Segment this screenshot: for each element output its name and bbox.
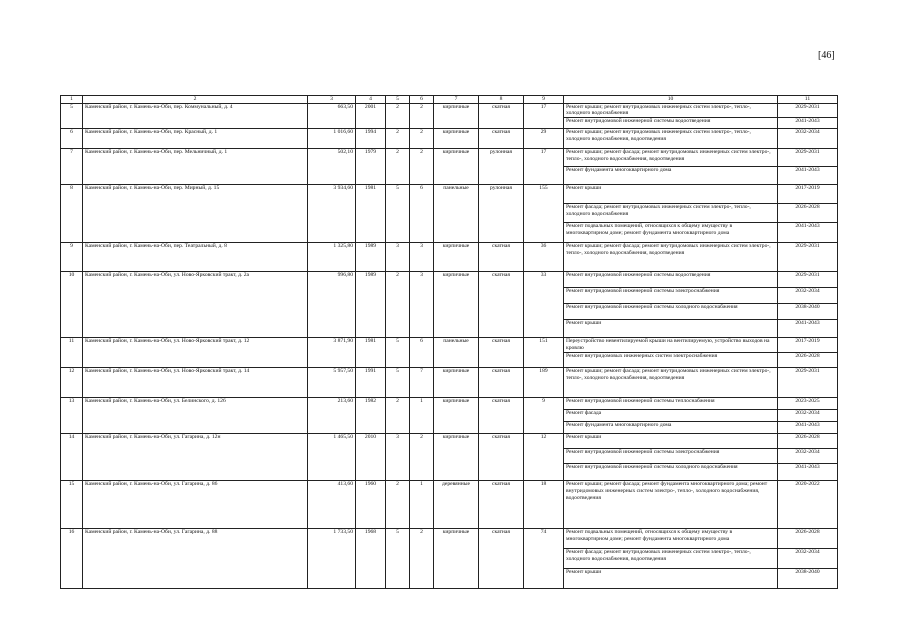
area-cell: 996,80 <box>308 272 356 338</box>
roof-type-cell: скатная <box>479 398 524 434</box>
residents-cell: 12 <box>524 434 564 481</box>
address-cell: Каменский район, г. Камень-на-Оби, пер. Мирный, д. 15 <box>83 185 308 243</box>
work-description-cell: Ремонт фасада <box>564 410 778 422</box>
residents-cell: 33 <box>524 272 564 338</box>
work-period-cell: 2032-2034 <box>778 449 838 464</box>
roof-type-cell: скатная <box>479 338 524 368</box>
entrances-cell: 3 <box>410 272 434 338</box>
row-number-cell: 16 <box>61 529 83 589</box>
area-cell: 5 957,50 <box>308 368 356 398</box>
row-number-cell: 9 <box>61 243 83 272</box>
work-period-cell: 2032-2034 <box>778 410 838 422</box>
row-number-cell: 8 <box>61 185 83 243</box>
wall-material-cell: кирпичные <box>434 368 479 398</box>
row-number-cell: 6 <box>61 129 83 149</box>
area-cell: 3 871,90 <box>308 338 356 368</box>
work-period-cell: 2020-2022 <box>778 481 838 529</box>
work-description-cell: Ремонт внутридомовых инженерных систем электроснабжения <box>564 353 778 368</box>
column-number: 3 <box>308 96 356 104</box>
entrances-cell: 2 <box>410 129 434 149</box>
row-number-cell: 11 <box>61 338 83 368</box>
entrances-cell: 3 <box>410 243 434 272</box>
entrances-cell: 6 <box>410 338 434 368</box>
work-period-cell: 2041-2043 <box>778 320 838 338</box>
build-year-cell: 1989 <box>356 243 386 272</box>
table-row <box>61 103 838 117</box>
work-description-cell: Ремонт крыши; ремонт фасада; ремонт внутридомовых инженерных систем электро-, тепло-, холодного водоснабжения, водоотведения <box>564 149 778 167</box>
area-cell: 502,10 <box>308 149 356 185</box>
residents-cell: 29 <box>524 129 564 149</box>
address-cell: Каменский район, г. Камень-на-Оби, ул. Ново-Ярковский тракт, д. 14 <box>83 368 308 398</box>
work-description-cell: Ремонт фундамента многоквартирного дома <box>564 167 778 185</box>
floors-cell: 3 <box>386 243 410 272</box>
row-number-cell: 14 <box>61 434 83 481</box>
work-period-cell: 2029-2031 <box>778 243 838 272</box>
row-number-cell: 13 <box>61 398 83 434</box>
roof-type-cell: скатная <box>479 368 524 398</box>
area-cell: 213,60 <box>308 398 356 434</box>
table-row <box>61 481 838 529</box>
wall-material-cell: кирпичные <box>434 129 479 149</box>
roof-type-cell: скатная <box>479 103 524 128</box>
wall-material-cell: кирпичные <box>434 529 479 589</box>
work-period-cell: 2026-2028 <box>778 204 838 223</box>
area-cell: 1 733,50 <box>308 529 356 589</box>
wall-material-cell: панельные <box>434 185 479 243</box>
work-description-cell: Ремонт подвальных помещений, относящихся к общему имуществу в многоквартирном доме; ремонт фундамента многоквартирного дома <box>564 529 778 549</box>
residents-cell: 74 <box>524 529 564 589</box>
roof-type-cell: скатная <box>479 272 524 338</box>
address-cell: Каменский район, г. Камень-на-Оби, ул. Гагарина, д. 86 <box>83 481 308 529</box>
work-period-cell: 2038-2040 <box>778 569 838 589</box>
area-cell: 3 934,60 <box>308 185 356 243</box>
work-description-cell: Ремонт внутридомовой инженерной системы водоотведения <box>564 118 778 129</box>
wall-material-cell: кирпичные <box>434 398 479 434</box>
entrances-cell: 7 <box>410 368 434 398</box>
column-number: 8 <box>479 96 524 104</box>
entrances-cell: 2 <box>410 103 434 128</box>
work-period-cell: 2026-2028 <box>778 434 838 449</box>
work-description-cell: Ремонт внутридомовой инженерной системы электроснабжения <box>564 288 778 304</box>
residents-cell: 17 <box>524 103 564 128</box>
work-description-cell: Ремонт крыши <box>564 320 778 338</box>
work-description-cell: Ремонт внутридомовой инженерной системы водоотведения <box>564 272 778 288</box>
work-period-cell: 2041-2043 <box>778 118 838 129</box>
build-year-cell: 1981 <box>356 185 386 243</box>
work-period-cell: 2029-2031 <box>778 368 838 398</box>
work-period-cell: 2041-2043 <box>778 464 838 481</box>
residents-cell: 18 <box>524 481 564 529</box>
column-number: 4 <box>356 96 386 104</box>
build-year-cell: 1982 <box>356 398 386 434</box>
floors-cell: 2 <box>386 149 410 185</box>
build-year-cell: 1979 <box>356 149 386 185</box>
column-number: 1 <box>61 96 83 104</box>
roof-type-cell: скатная <box>479 434 524 481</box>
work-period-cell: 2032-2034 <box>778 549 838 569</box>
work-period-cell: 2026-2028 <box>778 353 838 368</box>
address-cell: Каменский район, г. Камень-на-Оби, пер. Мельничный, д. 1 <box>83 149 308 185</box>
work-description-cell: Ремонт крыши; ремонт внутридомовых инженерных систем электро-, тепло-, холодного водоснабжения, водоотведения <box>564 129 778 149</box>
column-number: 9 <box>524 96 564 104</box>
work-period-cell: 2023-2025 <box>778 398 838 410</box>
build-year-cell: 2010 <box>356 434 386 481</box>
residents-cell: 189 <box>524 368 564 398</box>
page-number: [46] <box>818 50 835 61</box>
floors-cell: 2 <box>386 103 410 128</box>
area-cell: 663,50 <box>308 103 356 128</box>
work-description-cell: Ремонт крыши; ремонт фасада; ремонт внутридомовых инженерных систем электро-, тепло-, холодного водоснабжения, водоотведения <box>564 368 778 398</box>
roof-type-cell: скатная <box>479 529 524 589</box>
entrances-cell: 1 <box>410 398 434 434</box>
work-description-cell: Ремонт подвальных помещений, относящихся к общему имуществу в многоквартирном доме; ремонт фундамента многоквартирного дома <box>564 223 778 243</box>
row-number-cell: 15 <box>61 481 83 529</box>
table-row <box>61 529 838 549</box>
roof-type-cell: рулонная <box>479 149 524 185</box>
capital-repair-table <box>60 95 838 589</box>
work-description-cell: Ремонт фундамента многоквартирного дома <box>564 422 778 434</box>
build-year-cell: 1994 <box>356 129 386 149</box>
table-row <box>61 368 838 398</box>
entrances-cell: 2 <box>410 529 434 589</box>
table-row <box>61 398 838 410</box>
roof-type-cell: скатная <box>479 481 524 529</box>
table-row <box>61 185 838 204</box>
residents-cell: 17 <box>524 149 564 185</box>
work-period-cell: 2032-2034 <box>778 129 838 149</box>
column-number: 2 <box>83 96 308 104</box>
address-cell: Каменский район, г. Камень-на-Оби, пер. Коммунальный, д. 4 <box>83 103 308 128</box>
residents-cell: 9 <box>524 398 564 434</box>
area-cell: 1 325,80 <box>308 243 356 272</box>
wall-material-cell: кирпичные <box>434 243 479 272</box>
column-number: 11 <box>778 96 838 104</box>
work-period-cell: 2041-2043 <box>778 167 838 185</box>
work-period-cell: 2038-2040 <box>778 304 838 320</box>
floors-cell: 2 <box>386 398 410 434</box>
work-description-cell: Ремонт внутридомовой инженерной системы электроснабжения <box>564 449 778 464</box>
build-year-cell: 1968 <box>356 529 386 589</box>
column-number: 5 <box>386 96 410 104</box>
work-period-cell: 2029-2031 <box>778 103 838 117</box>
work-description-cell: Ремонт крыши <box>564 569 778 589</box>
roof-type-cell: скатная <box>479 243 524 272</box>
build-year-cell: 2001 <box>356 103 386 128</box>
address-cell: Каменский район, г. Камень-на-Оби, ул. Гагарина, д. 12н <box>83 434 308 481</box>
wall-material-cell: панельные <box>434 338 479 368</box>
work-description-cell: Ремонт крыши; ремонт фасада; ремонт внутридомовых инженерных систем электро-, тепло-, холодного водоснабжения, водоотведения <box>564 243 778 272</box>
work-description-cell: Ремонт внутридомовой инженерной системы холодного водоснабжения <box>564 304 778 320</box>
wall-material-cell: кирпичные <box>434 434 479 481</box>
area-cell: 413,60 <box>308 481 356 529</box>
table-row <box>61 149 838 167</box>
row-number-cell: 12 <box>61 368 83 398</box>
work-description-cell: Ремонт крыши <box>564 185 778 204</box>
column-number: 7 <box>434 96 479 104</box>
work-period-cell: 2032-2034 <box>778 288 838 304</box>
work-description-cell: Переустройство невентилируемой крыши на вентилируемую, устройство выходов на кровлю <box>564 338 778 353</box>
floors-cell: 5 <box>386 185 410 243</box>
wall-material-cell: кирпичные <box>434 272 479 338</box>
work-period-cell: 2029-2031 <box>778 149 838 167</box>
entrances-cell: 2 <box>410 149 434 185</box>
wall-material-cell: деревянные <box>434 481 479 529</box>
address-cell: Каменский район, г. Камень-на-Оби, пер. Театральный, д. 8 <box>83 243 308 272</box>
row-number-cell: 5 <box>61 103 83 128</box>
build-year-cell: 1989 <box>356 272 386 338</box>
address-cell: Каменский район, г. Камень-на-Оби, ул. Белинского, д. 126 <box>83 398 308 434</box>
column-number: 6 <box>410 96 434 104</box>
build-year-cell: 1960 <box>356 481 386 529</box>
work-description-cell: Ремонт крыши <box>564 434 778 449</box>
floors-cell: 3 <box>386 434 410 481</box>
roof-type-cell: скатная <box>479 129 524 149</box>
table-row <box>61 129 838 149</box>
build-year-cell: 1991 <box>356 368 386 398</box>
work-period-cell: 2017-2019 <box>778 338 838 353</box>
entrances-cell: 6 <box>410 185 434 243</box>
floors-cell: 5 <box>386 368 410 398</box>
area-cell: 1 016,60 <box>308 129 356 149</box>
wall-material-cell: кирпичные <box>434 149 479 185</box>
row-number-cell: 7 <box>61 149 83 185</box>
table-row <box>61 434 838 449</box>
work-description-cell: Ремонт крыши; ремонт фасада; ремонт фундамента многоквартирного дома; ремонт внутридомовых инженерных систем электро-, тепло-, холодного водоснабжения, водоотведения <box>564 481 778 529</box>
table-row <box>61 272 838 288</box>
address-cell: Каменский район, г. Камень-на-Оби, ул. Ново-Ярковский тракт, д. 12 <box>83 338 308 368</box>
entrances-cell: 2 <box>410 434 434 481</box>
row-number-cell: 10 <box>61 272 83 338</box>
work-period-cell: 2041-2043 <box>778 223 838 243</box>
floors-cell: 5 <box>386 338 410 368</box>
column-number: 10 <box>564 96 778 104</box>
table-row <box>61 243 838 272</box>
wall-material-cell: кирпичные <box>434 103 479 128</box>
work-description-cell: Ремонт крыши; ремонт внутридомовых инженерных систем электро-, тепло-, холодного водоснабжения <box>564 103 778 117</box>
residents-cell: 36 <box>524 243 564 272</box>
work-period-cell: 2029-2031 <box>778 272 838 288</box>
address-cell: Каменский район, г. Камень-на-Оби, ул. Гагарина, д. 88 <box>83 529 308 589</box>
floors-cell: 5 <box>386 529 410 589</box>
roof-type-cell: рулонная <box>479 185 524 243</box>
work-description-cell: Ремонт фасада; ремонт внутридомовых инженерных систем электро-, тепло-, холодного водоснабжения <box>564 204 778 223</box>
area-cell: 1 465,50 <box>308 434 356 481</box>
residents-cell: 151 <box>524 338 564 368</box>
floors-cell: 2 <box>386 129 410 149</box>
work-description-cell: Ремонт фасада; ремонт внутридомовых инженерных систем электро-, тепло-, холодного водоснабжения, водоотведения <box>564 549 778 569</box>
work-description-cell: Ремонт внутридомовой инженерной системы теплоснабжения <box>564 398 778 410</box>
build-year-cell: 1981 <box>356 338 386 368</box>
floors-cell: 2 <box>386 481 410 529</box>
column-number-row <box>61 96 838 104</box>
floors-cell: 2 <box>386 272 410 338</box>
work-period-cell: 2041-2043 <box>778 422 838 434</box>
address-cell: Каменский район, г. Камень-на-Оби, ул. Ново-Ярковский тракт, д. 2а <box>83 272 308 338</box>
address-cell: Каменский район, г. Камень-на-Оби, пер. Красный, д. 1 <box>83 129 308 149</box>
work-period-cell: 2026-2028 <box>778 529 838 549</box>
residents-cell: 155 <box>524 185 564 243</box>
work-period-cell: 2017-2019 <box>778 185 838 204</box>
table-row <box>61 338 838 353</box>
work-description-cell: Ремонт внутридомовой инженерной системы холодного водоснабжения <box>564 464 778 481</box>
entrances-cell: 1 <box>410 481 434 529</box>
